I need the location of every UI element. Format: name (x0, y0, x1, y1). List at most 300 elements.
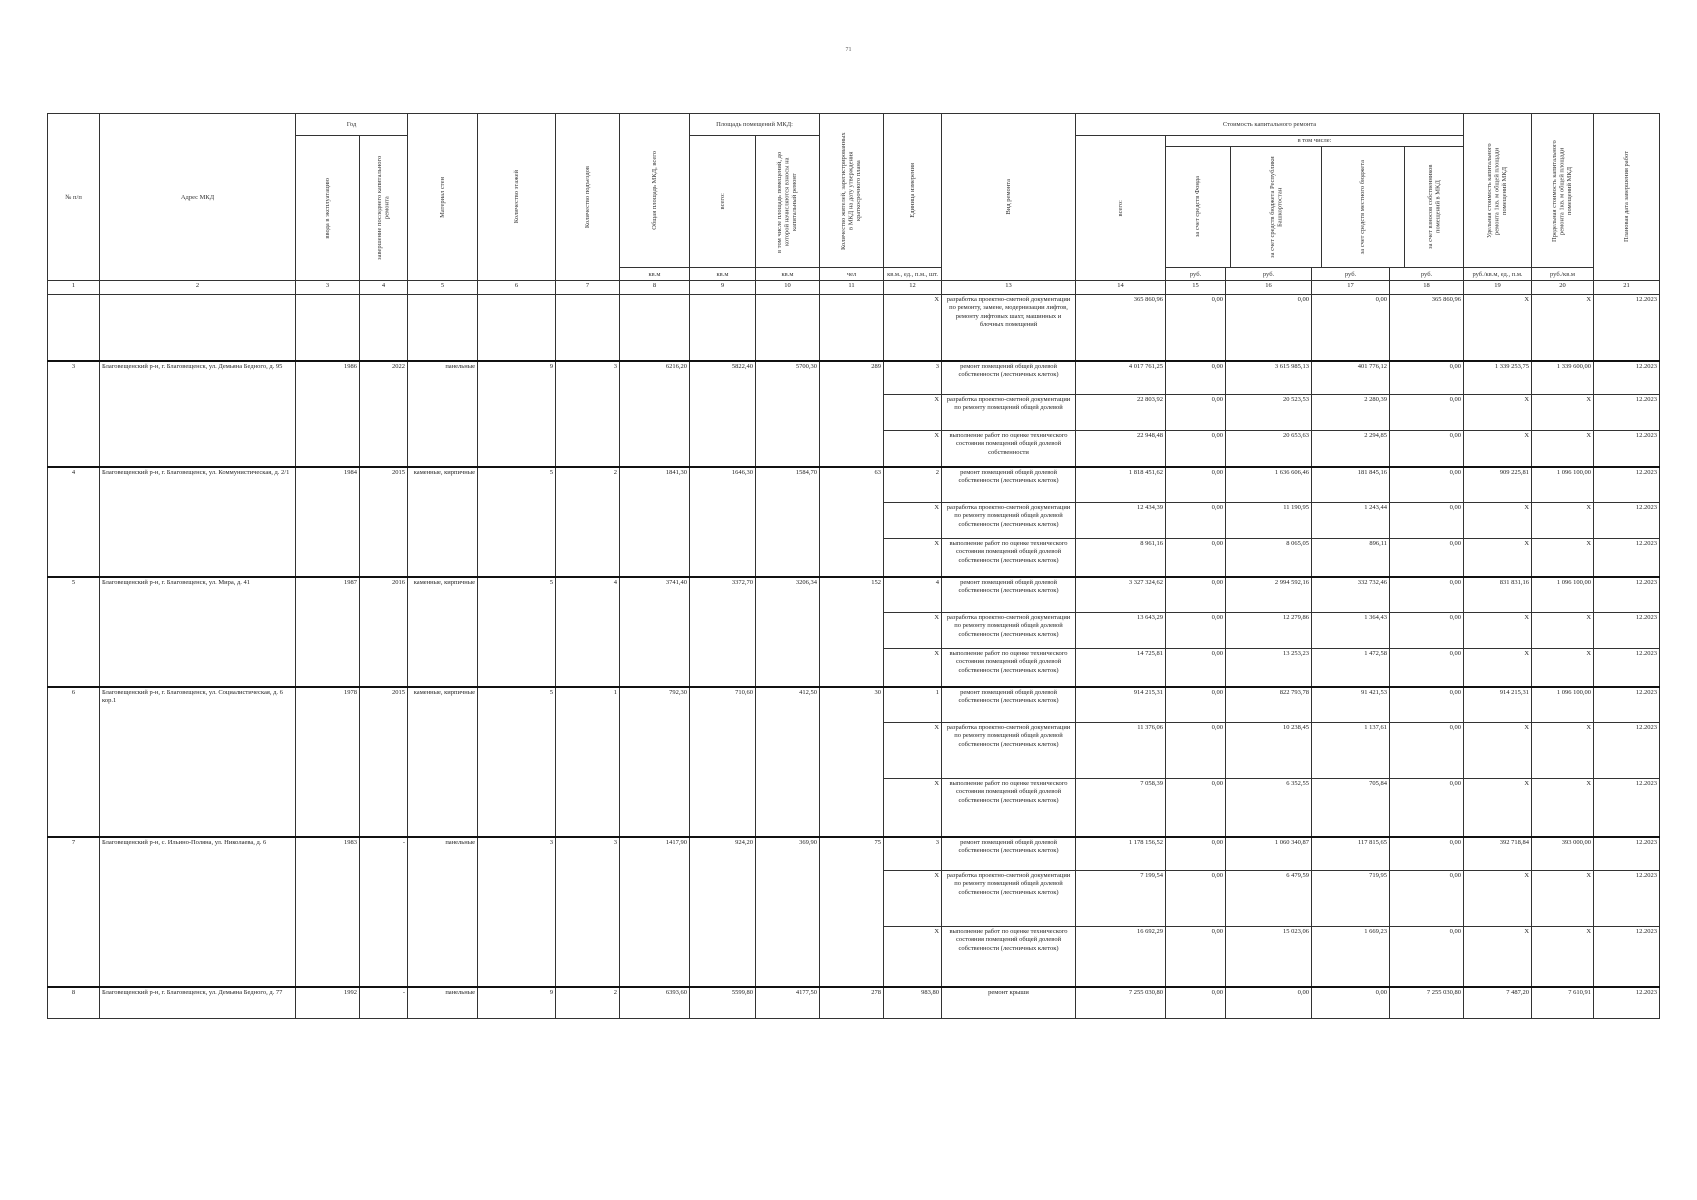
cost-fund: 0,00 (1166, 503, 1226, 539)
total-area: 3741,40 (620, 577, 690, 687)
work-type: ремонт помещений общей долевой собственности (лестничных клеток) (942, 687, 1076, 723)
cost-republic: 1 060 340,87 (1226, 837, 1312, 871)
column-number: 1 (48, 281, 100, 295)
year-last-repair: 2015 (360, 467, 408, 577)
column-number: 11 (820, 281, 884, 295)
work-type: выполнение работ по оценке технического состояния помещений общей долевой собственности (лестничных клеток) (942, 649, 1076, 687)
cost-fund: 0,00 (1166, 577, 1226, 613)
work-type: ремонт помещений общей долевой собственности (лестничных клеток) (942, 837, 1076, 871)
unit-cost: X (1464, 431, 1532, 467)
unit-of-measure: 2 (884, 467, 942, 503)
empty-cell (100, 295, 296, 361)
floors: 5 (478, 467, 556, 577)
work-type: ремонт помещений общей долевой собственности (лестничных клеток) (942, 467, 1076, 503)
unit-of-measure: X (884, 539, 942, 577)
unit-cost: 392 718,84 (1464, 837, 1532, 871)
limit-cost: X (1532, 779, 1594, 837)
completion-date: 12.2023 (1594, 687, 1660, 723)
total-area: 1841,30 (620, 467, 690, 577)
completion-date: 12.2023 (1594, 467, 1660, 503)
cost-local: 719,95 (1312, 871, 1390, 927)
unit-cost: 7 487,20 (1464, 987, 1532, 1019)
cost-fund: 0,00 (1166, 431, 1226, 467)
unit-cost: 831 831,16 (1464, 577, 1532, 613)
header-year-group: Год (296, 114, 408, 136)
work-type: выполнение работ по оценке технического состояния помещений общей долевой собственности (лестничных клеток) (942, 539, 1076, 577)
limit-cost: 1 096 100,00 (1532, 577, 1594, 613)
header-including-label: в том числе: (1166, 136, 1463, 147)
row-number: 6 (48, 687, 100, 837)
column-number: 21 (1594, 281, 1660, 295)
wall-material: каменные, кирпичные (408, 467, 478, 577)
area-all: 924,20 (690, 837, 756, 987)
cost-republic: 0,00 (1226, 987, 1312, 1019)
house-address: Благовещенский р-н, г. Благовещенск, ул. Коммунистическая, д. 2/1 (100, 467, 296, 577)
limit-cost: 7 610,91 (1532, 987, 1594, 1019)
empty-cell (48, 295, 100, 361)
completion-date: 12.2023 (1594, 723, 1660, 779)
year-last-repair: - (360, 837, 408, 987)
completion-date: 12.2023 (1594, 613, 1660, 649)
cost-local: 1 364,43 (1312, 613, 1390, 649)
header-total-area: Общая площадь МКД, всего (620, 114, 690, 268)
cost-owners: 0,00 (1390, 467, 1464, 503)
limit-cost: X (1532, 871, 1594, 927)
unit-of-measure: X (884, 395, 942, 431)
table-header (48, 114, 1660, 295)
floors: 5 (478, 687, 556, 837)
unit-of-measure: 4 (884, 577, 942, 613)
cost-republic: 3 615 985,13 (1226, 361, 1312, 395)
area-capital: 412,50 (756, 687, 820, 837)
cost-owners: 7 255 030,80 (1390, 987, 1464, 1019)
cost-owners: 0,00 (1390, 837, 1464, 871)
entrances: 3 (556, 361, 620, 467)
limit-cost: X (1532, 431, 1594, 467)
cost-owners: 0,00 (1390, 687, 1464, 723)
cost-fund: 0,00 (1166, 649, 1226, 687)
house-row (48, 361, 1660, 395)
page-number: 71 (845, 47, 852, 53)
cost-total: 1 178 156,52 (1076, 837, 1166, 871)
year-last-repair: - (360, 987, 408, 1019)
unit-of-measure: 983,80 (884, 987, 942, 1019)
cost-total: 11 376,06 (1076, 723, 1166, 779)
empty-cell (820, 295, 884, 361)
unit-cell: руб. (1226, 268, 1312, 281)
cost-total: 7 255 030,80 (1076, 987, 1166, 1019)
cost-owners: 0,00 (1390, 361, 1464, 395)
header-cost-total: всего: (1076, 136, 1166, 281)
area-capital: 5700,30 (756, 361, 820, 467)
work-type: разработка проектно-сметной документации по ремонту помещений общей долевой (942, 395, 1076, 431)
header-residents: Количество жителей, зарегистрированных в МКД на дату утверждения краткосрочного плана (820, 114, 884, 268)
cost-republic: 13 253,23 (1226, 649, 1312, 687)
header-address: Адрес МКД (100, 114, 296, 281)
year-commission: 1986 (296, 361, 360, 467)
area-all: 5599,80 (690, 987, 756, 1019)
area-all: 5822,40 (690, 361, 756, 467)
entrances: 3 (556, 837, 620, 987)
completion-date: 12.2023 (1594, 927, 1660, 987)
unit-cell: руб./кв.м (1532, 268, 1594, 281)
area-capital: 369,90 (756, 837, 820, 987)
limit-cost: X (1532, 539, 1594, 577)
completion-date: 12.2023 (1594, 395, 1660, 431)
unit-cell: кв.м (690, 268, 756, 281)
column-number: 15 (1166, 281, 1226, 295)
cost-fund: 0,00 (1166, 779, 1226, 837)
header-cost-group: Стоимость капитального ремонта (1076, 114, 1464, 136)
area-all: 1646,30 (690, 467, 756, 577)
header-deadline: Плановая дата завершения работ (1594, 114, 1660, 281)
column-number: 12 (884, 281, 942, 295)
cost-local: 2 294,85 (1312, 431, 1390, 467)
cost-fund: 0,00 (1166, 723, 1226, 779)
unit-cell: руб. (1312, 268, 1390, 281)
unit-cell: чел (820, 268, 884, 281)
work-type: выполнение работ по оценке технического состояния помещений общей долевой собственности (942, 431, 1076, 467)
unit-of-measure: X (884, 927, 942, 987)
unit-of-measure: X (884, 871, 942, 927)
limit-cost: X (1532, 295, 1594, 361)
cost-republic: 0,00 (1226, 295, 1312, 361)
wall-material: панельные (408, 361, 478, 467)
cost-local: 896,11 (1312, 539, 1390, 577)
empty-cell (408, 295, 478, 361)
house-row (48, 987, 1660, 1019)
wall-material: панельные (408, 837, 478, 987)
column-number: 18 (1390, 281, 1464, 295)
table-row (48, 295, 1660, 361)
cost-local: 1 137,61 (1312, 723, 1390, 779)
empty-cell (756, 295, 820, 361)
header-premises-area-group: Площадь помещений МКД: (690, 114, 820, 136)
work-type: ремонт помещений общей долевой собственности (лестничных клеток) (942, 577, 1076, 613)
header-year-last-repair: завершение последнего капитального ремонта (360, 136, 408, 281)
column-number: 6 (478, 281, 556, 295)
cost-total: 365 860,96 (1076, 295, 1166, 361)
unit-cost: 909 225,81 (1464, 467, 1532, 503)
cost-local: 332 732,46 (1312, 577, 1390, 613)
unit-cost: X (1464, 927, 1532, 987)
entrances: 2 (556, 987, 620, 1019)
house-row (48, 467, 1660, 503)
unit-cost: X (1464, 649, 1532, 687)
cost-total: 1 818 451,62 (1076, 467, 1166, 503)
cost-republic: 20 523,53 (1226, 395, 1312, 431)
cost-total: 22 948,48 (1076, 431, 1166, 467)
cost-total: 14 725,81 (1076, 649, 1166, 687)
house-address: Благовещенский р-н, г. Благовещенск, ул. Демьяна Бедного, д. 77 (100, 987, 296, 1019)
column-number: 2 (100, 281, 296, 295)
year-last-repair: 2015 (360, 687, 408, 837)
house-row (48, 577, 1660, 613)
work-type: ремонт помещений общей долевой собственности (лестничных клеток) (942, 361, 1076, 395)
work-type: разработка проектно-сметной документации по ремонту помещений общей долевой собственности (лестничных клеток) (942, 871, 1076, 927)
completion-date: 12.2023 (1594, 871, 1660, 927)
floors: 9 (478, 361, 556, 467)
completion-date: 12.2023 (1594, 837, 1660, 871)
header-republic: за счет средств бюджета Республики Башкортостан (1231, 147, 1322, 267)
area-capital: 3206,34 (756, 577, 820, 687)
header-area-total: всего: (690, 136, 756, 268)
empty-cell (556, 295, 620, 361)
column-numbers-row (48, 281, 1660, 295)
cost-total: 13 643,29 (1076, 613, 1166, 649)
cost-local: 1 669,23 (1312, 927, 1390, 987)
cost-local: 91 421,53 (1312, 687, 1390, 723)
header-limit-cost: Предельная стоимость капитального ремонта 1кв. м общей площади помещений МКД (1532, 114, 1594, 268)
unit-of-measure: X (884, 295, 942, 361)
cost-fund: 0,00 (1166, 837, 1226, 871)
empty-cell (360, 295, 408, 361)
year-commission: 1984 (296, 467, 360, 577)
limit-cost: X (1532, 395, 1594, 431)
header-year-commission: ввода в эксплуатацию (296, 136, 360, 281)
header-work-type: Вид ремонта (942, 114, 1076, 281)
unit-cell: руб. (1390, 268, 1464, 281)
cost-republic: 10 238,45 (1226, 723, 1312, 779)
entrances: 2 (556, 467, 620, 577)
cost-total: 4 017 761,25 (1076, 361, 1166, 395)
header-area-capital: в том числе площадь помещений, до которой начисляются взносы на капитальный ремонт (756, 136, 820, 268)
cost-fund: 0,00 (1166, 871, 1226, 927)
cost-republic: 8 065,05 (1226, 539, 1312, 577)
house-row (48, 837, 1660, 871)
cost-total: 22 803,92 (1076, 395, 1166, 431)
cost-fund: 0,00 (1166, 361, 1226, 395)
cost-total: 8 961,16 (1076, 539, 1166, 577)
cost-total: 7 199,54 (1076, 871, 1166, 927)
wall-material: каменные, кирпичные (408, 577, 478, 687)
cost-total: 7 058,39 (1076, 779, 1166, 837)
work-type: разработка проектно-сметной документации по ремонту помещений общей долевой собственности (лестничных клеток) (942, 503, 1076, 539)
wall-material: панельные (408, 987, 478, 1019)
header-num: № п/п (48, 114, 100, 281)
cost-republic: 822 793,78 (1226, 687, 1312, 723)
unit-of-measure: X (884, 649, 942, 687)
unit-cost: X (1464, 613, 1532, 649)
area-all: 710,60 (690, 687, 756, 837)
header-including-group (1166, 136, 1464, 268)
column-number: 13 (942, 281, 1076, 295)
cost-local: 2 280,39 (1312, 395, 1390, 431)
cost-republic: 6 479,59 (1226, 871, 1312, 927)
area-all: 3372,70 (690, 577, 756, 687)
cost-republic: 1 636 606,46 (1226, 467, 1312, 503)
unit-of-measure: 1 (884, 687, 942, 723)
header-fund: за счет средств Фонда (1166, 147, 1231, 267)
house-row (48, 687, 1660, 723)
column-number: 14 (1076, 281, 1166, 295)
limit-cost: X (1532, 649, 1594, 687)
cost-owners: 0,00 (1390, 779, 1464, 837)
capital-repair-table (47, 113, 1660, 1019)
completion-date: 12.2023 (1594, 987, 1660, 1019)
column-number: 10 (756, 281, 820, 295)
column-number: 9 (690, 281, 756, 295)
column-number: 16 (1226, 281, 1312, 295)
cost-local: 0,00 (1312, 987, 1390, 1019)
year-last-repair: 2022 (360, 361, 408, 467)
cost-fund: 0,00 (1166, 927, 1226, 987)
completion-date: 12.2023 (1594, 649, 1660, 687)
header-owners: за счет взносов собственников помещений в МКД (1426, 164, 1442, 250)
row-number: 3 (48, 361, 100, 467)
total-area: 792,30 (620, 687, 690, 837)
unit-cost: 1 339 253,75 (1464, 361, 1532, 395)
total-area: 6216,20 (620, 361, 690, 467)
unit-cell: кв.м (756, 268, 820, 281)
column-number: 20 (1532, 281, 1594, 295)
header-including-cols (1166, 147, 1463, 267)
cost-republic: 20 653,63 (1226, 431, 1312, 467)
cost-fund: 0,00 (1166, 395, 1226, 431)
cost-fund: 0,00 (1166, 687, 1226, 723)
area-capital: 4177,50 (756, 987, 820, 1019)
cost-local: 705,84 (1312, 779, 1390, 837)
cost-total: 3 327 324,62 (1076, 577, 1166, 613)
cost-owners: 0,00 (1390, 395, 1464, 431)
row-number: 7 (48, 837, 100, 987)
residents: 278 (820, 987, 884, 1019)
work-type: выполнение работ по оценке технического состояния помещений общей долевой собственности (лестничных клеток) (942, 927, 1076, 987)
cost-local: 0,00 (1312, 295, 1390, 361)
unit-of-measure: 3 (884, 361, 942, 395)
column-number: 7 (556, 281, 620, 295)
total-area: 1417,90 (620, 837, 690, 987)
cost-owners: 0,00 (1390, 431, 1464, 467)
unit-cost: X (1464, 871, 1532, 927)
work-type: разработка проектно-сметной документации по ремонту, замене, модернизации лифтов, ремонту лифтовых шахт, машинных и блочных помещений (942, 295, 1076, 361)
floors: 3 (478, 837, 556, 987)
cost-owners: 0,00 (1390, 539, 1464, 577)
limit-cost: 1 339 600,00 (1532, 361, 1594, 395)
unit-cost: X (1464, 503, 1532, 539)
cost-fund: 0,00 (1166, 987, 1226, 1019)
residents: 30 (820, 687, 884, 837)
cost-republic: 15 023,06 (1226, 927, 1312, 987)
column-number: 5 (408, 281, 478, 295)
row-number: 5 (48, 577, 100, 687)
year-commission: 1983 (296, 837, 360, 987)
empty-cell (296, 295, 360, 361)
wall-material: каменные, кирпичные (408, 687, 478, 837)
completion-date: 12.2023 (1594, 539, 1660, 577)
area-capital: 1584,70 (756, 467, 820, 577)
cost-owners: 0,00 (1390, 577, 1464, 613)
unit-of-measure: X (884, 431, 942, 467)
limit-cost: X (1532, 503, 1594, 539)
work-type: выполнение работ по оценке технического состояния помещений общей долевой собственности (лестничных клеток) (942, 779, 1076, 837)
residents: 75 (820, 837, 884, 987)
unit-cell: кв.м., ед., п.м., шт. (884, 268, 942, 281)
completion-date: 12.2023 (1594, 295, 1660, 361)
limit-cost: X (1532, 613, 1594, 649)
header-entrances: Количество подъездов (556, 114, 620, 281)
limit-cost: X (1532, 927, 1594, 987)
entrances: 4 (556, 577, 620, 687)
cost-owners: 0,00 (1390, 649, 1464, 687)
header-local: за счет средств местного бюджета (1322, 147, 1405, 267)
unit-cell: руб./кв.м, ед., п.м. (1464, 268, 1532, 281)
work-type: разработка проектно-сметной документации по ремонту помещений общей долевой собственности (лестничных клеток) (942, 613, 1076, 649)
column-number: 3 (296, 281, 360, 295)
year-commission: 1992 (296, 987, 360, 1019)
cost-local: 181 845,16 (1312, 467, 1390, 503)
header-floors: Количество этажей (478, 114, 556, 281)
completion-date: 12.2023 (1594, 361, 1660, 395)
unit-cell: кв.м (620, 268, 690, 281)
house-address: Благовещенский р-н, г. Благовещенск, ул. Мира, д. 41 (100, 577, 296, 687)
cost-republic: 12 279,86 (1226, 613, 1312, 649)
cost-local: 1 243,44 (1312, 503, 1390, 539)
header-unit-cost: Удельная стоимость капитального ремонта 1кв. м общей площади помещений МКД (1464, 114, 1532, 268)
work-type: ремонт крыши (942, 987, 1076, 1019)
cost-local: 401 776,12 (1312, 361, 1390, 395)
table-body (48, 295, 1660, 1019)
completion-date: 12.2023 (1594, 577, 1660, 613)
residents: 152 (820, 577, 884, 687)
document-frame (47, 113, 1659, 1019)
house-address: Благовещенский р-н, г. Благовещенск, ул. Социалистическая, д. 6 кор.1 (100, 687, 296, 837)
limit-cost: 393 000,00 (1532, 837, 1594, 871)
cost-owners: 0,00 (1390, 927, 1464, 987)
cost-fund: 0,00 (1166, 295, 1226, 361)
residents: 289 (820, 361, 884, 467)
cost-owners: 0,00 (1390, 723, 1464, 779)
floors: 5 (478, 577, 556, 687)
row-number: 8 (48, 987, 100, 1019)
residents: 63 (820, 467, 884, 577)
completion-date: 12.2023 (1594, 431, 1660, 467)
column-number: 17 (1312, 281, 1390, 295)
house-address: Благовещенский р-н, с. Ильино-Поляна, ул. Николаева, д. 6 (100, 837, 296, 987)
total-area: 6393,60 (620, 987, 690, 1019)
cost-owners: 365 860,96 (1390, 295, 1464, 361)
limit-cost: 1 096 100,00 (1532, 467, 1594, 503)
cost-republic: 2 994 592,16 (1226, 577, 1312, 613)
unit-cost: X (1464, 395, 1532, 431)
completion-date: 12.2023 (1594, 779, 1660, 837)
unit-cost: 914 215,31 (1464, 687, 1532, 723)
floors: 9 (478, 987, 556, 1019)
row-number: 4 (48, 467, 100, 577)
cost-fund: 0,00 (1166, 467, 1226, 503)
cost-total: 914 215,31 (1076, 687, 1166, 723)
unit-cost: X (1464, 539, 1532, 577)
unit-of-measure: X (884, 779, 942, 837)
cost-local: 1 472,58 (1312, 649, 1390, 687)
unit-of-measure: 3 (884, 837, 942, 871)
empty-cell (690, 295, 756, 361)
cost-republic: 6 352,55 (1226, 779, 1312, 837)
header-wall-material: Материал стен (408, 114, 478, 281)
cost-local: 117 815,65 (1312, 837, 1390, 871)
year-commission: 1987 (296, 577, 360, 687)
entrances: 1 (556, 687, 620, 837)
header-unit: Единица измерения (884, 114, 942, 268)
cost-owners: 0,00 (1390, 503, 1464, 539)
cost-fund: 0,00 (1166, 539, 1226, 577)
empty-cell (478, 295, 556, 361)
unit-of-measure: X (884, 613, 942, 649)
cost-fund: 0,00 (1166, 613, 1226, 649)
column-number: 8 (620, 281, 690, 295)
cost-republic: 11 190,95 (1226, 503, 1312, 539)
cost-total: 16 692,29 (1076, 927, 1166, 987)
